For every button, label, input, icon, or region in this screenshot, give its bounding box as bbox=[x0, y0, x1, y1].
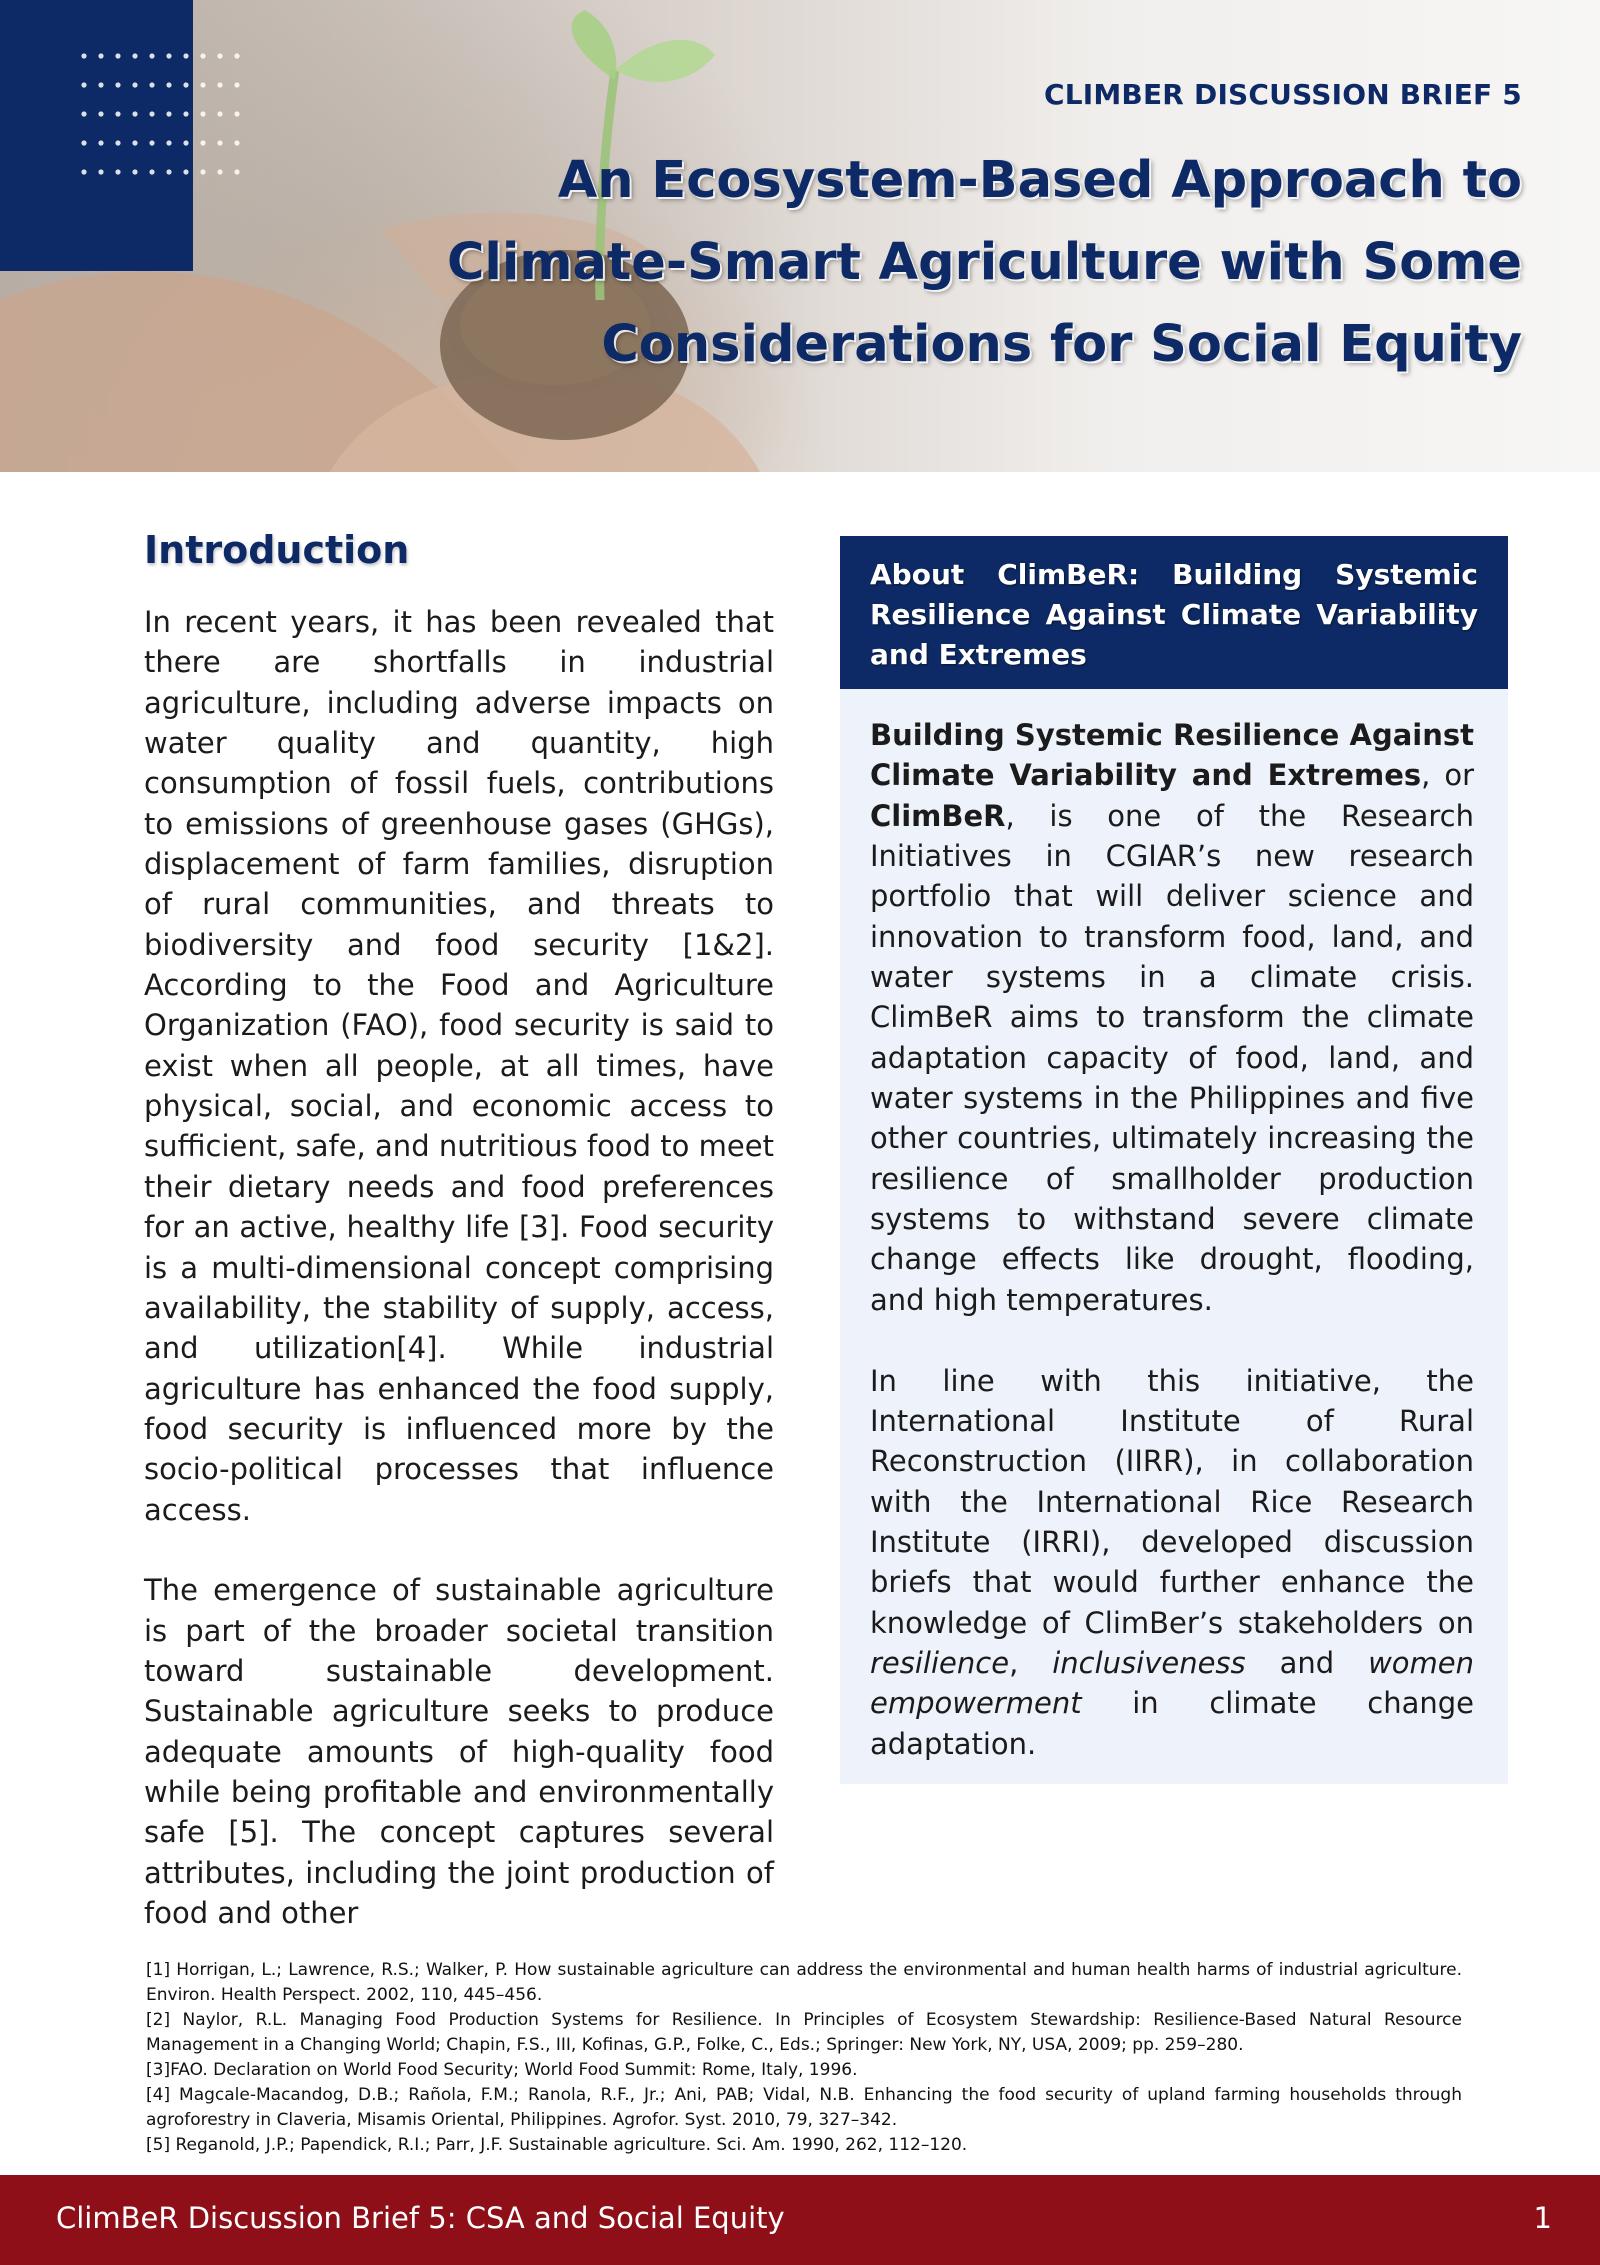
decorative-dot bbox=[200, 82, 205, 87]
decorative-dot bbox=[200, 169, 205, 174]
decorative-dot bbox=[115, 169, 120, 174]
decorative-dot bbox=[234, 140, 239, 145]
decorative-dot bbox=[183, 82, 188, 87]
about-climber-body bbox=[840, 689, 1508, 1764]
italic-term: resilience bbox=[870, 1645, 1010, 1680]
decorative-dot bbox=[115, 140, 120, 145]
about-paragraph-1 bbox=[870, 715, 1474, 1320]
decorative-dot bbox=[98, 82, 103, 87]
decorative-dot bbox=[98, 53, 103, 58]
footer-title: ClimBeR Discussion Brief 5: CSA and Social Equity bbox=[56, 2201, 785, 2235]
text-fragment: In line with this initiative, the International Institute of Rural Reconstruction (IIRR), in collaboration with the International Rice Research Institute (IRRI), developed discussion briefs that would further enhance the knowledge of ClimBer’s stakeholders on bbox=[870, 1363, 1474, 1640]
footnote: [2] Naylor, R.L. Managing Food Production Systems for Resilience. In Principles of Ecosystem Stewardship: Resilience-Based Natural Resource Management in a Changing World; Chapin, F.S., III, Kofinas, G.P., Folke, C., Eds.; Springer: New York, NY, USA, 2009; pp. 259–280. bbox=[146, 2010, 1462, 2055]
decorative-dot bbox=[166, 82, 171, 87]
decorative-dot bbox=[132, 82, 137, 87]
introduction-heading: Introduction bbox=[144, 528, 410, 572]
decorative-dot bbox=[217, 169, 222, 174]
decorative-dot bbox=[166, 169, 171, 174]
italic-term: women empowerment bbox=[870, 1645, 1475, 1721]
decorative-dot bbox=[98, 140, 103, 145]
decorative-dot bbox=[183, 169, 188, 174]
page-title: An Ecosystem-Based Approach to Climate-Smart Agriculture with Some Considerations for Social Equity bbox=[446, 151, 1522, 374]
decorative-dot bbox=[166, 111, 171, 116]
decorative-dot bbox=[234, 111, 239, 116]
decorative-dot bbox=[149, 111, 154, 116]
introduction-paragraph-1: In recent years, it has been revealed that there are shortfalls in industrial agriculture, including adverse impacts on water quality and quantity, high consumption of fossil fuels, contributions to emissions of greenhouse gases (GHGs), displacement of farm families, disruption of rural communities, and threats to biodiversity and food security [1&2]. According to the Food and Agriculture Organization (FAO), food security is said to exist when all people, at all times, have physical, social, and economic access to sufficient, safe, and nutritious food to meet their dietary needs and food preferences for an active, healthy life [3]. Food security is a multi-dimensional concept comprising availability, the stability of supply, access, and utilization[4]. While industrial agriculture has enhanced the food supply, food security is influenced more by the socio-political processes that influence access. bbox=[144, 605, 774, 1527]
footer-bar bbox=[0, 2175, 1600, 2265]
decorative-dot bbox=[183, 53, 188, 58]
bold-acronym: ClimBeR bbox=[870, 798, 1006, 833]
decorative-dot bbox=[200, 140, 205, 145]
decorative-dot bbox=[234, 53, 239, 58]
decorative-dot bbox=[234, 169, 239, 174]
decorative-dot bbox=[115, 82, 120, 87]
decorative-dot bbox=[149, 82, 154, 87]
footnote: [1] Horrigan, L.; Lawrence, R.S.; Walker, P. How sustainable agriculture can address the environmental and human health harms of industrial agriculture. Environ. Health Perspect. 2002, 110, 445–456. bbox=[146, 1960, 1462, 2005]
decorative-dot bbox=[217, 82, 222, 87]
text-fragment: , is one of the Research Initiatives in CGIAR’s new research portfolio that will deliver science and innovation to transform food, land, and water systems in a climate crisis. ClimBeR aims to transform the climate adaptation capacity of food, land, and water systems in the Philippines and five other countries, ultimately increasing the resilience of smallholder production systems to withstand severe climate change effects like drought, flooding, and high temperatures. bbox=[870, 798, 1474, 1317]
page-number: 1 bbox=[1533, 2201, 1552, 2235]
decorative-dot bbox=[166, 140, 171, 145]
introduction-paragraph-2: The emergence of sustainable agriculture is part of the broader societal transition toward sustainable development. Sustainable agriculture seeks to produce adequate amounts of high-quality food while being profitable and environmentally safe [5]. The concept captures several attributes, including the joint production of food and other bbox=[144, 1573, 774, 1930]
decorative-dot bbox=[132, 111, 137, 116]
about-climber-heading: About ClimBeR: Building Systemic Resilience Against Climate Variability and Extremes bbox=[840, 536, 1508, 689]
about-climber-sidebar bbox=[840, 536, 1508, 1784]
decorative-dot bbox=[149, 169, 154, 174]
footnote: [4] Magcale-Macandog, D.B.; Rañola, F.M.; Ranola, R.F., Jr.; Ani, PAB; Vidal, N.B. Enhancing the food security of upland farming households through agroforestry in Claveria, Misamis Oriental, Philippines. Agrofor. Syst. 2010, 79, 327–342. bbox=[146, 2085, 1462, 2130]
decorative-dot bbox=[183, 111, 188, 116]
decorative-dot bbox=[81, 82, 86, 87]
decorative-dot bbox=[98, 111, 103, 116]
decorative-dot-grid bbox=[80, 52, 320, 182]
brief-label: CLIMBER DISCUSSION BRIEF 5 bbox=[1043, 78, 1522, 111]
decorative-dot bbox=[81, 111, 86, 116]
decorative-dot bbox=[132, 140, 137, 145]
decorative-dot bbox=[81, 169, 86, 174]
decorative-dot bbox=[81, 140, 86, 145]
italic-term: inclusiveness bbox=[1052, 1645, 1246, 1680]
footnote: [5] Reganold, J.P.; Papendick, R.I.; Parr, J.F. Sustainable agriculture. Sci. Am. 1990, 262, 112–120. bbox=[146, 2135, 968, 2155]
introduction-body bbox=[144, 602, 774, 1974]
decorative-dot bbox=[149, 140, 154, 145]
decorative-dot bbox=[132, 169, 137, 174]
decorative-dot bbox=[166, 53, 171, 58]
text-fragment: , bbox=[1009, 1645, 1053, 1680]
header-hero-image bbox=[0, 0, 1600, 472]
decorative-dot bbox=[132, 53, 137, 58]
text-fragment: and bbox=[1245, 1645, 1369, 1680]
decorative-dot bbox=[115, 53, 120, 58]
decorative-dot bbox=[217, 111, 222, 116]
decorative-dot bbox=[217, 140, 222, 145]
decorative-dot bbox=[217, 53, 222, 58]
decorative-dot bbox=[200, 111, 205, 116]
decorative-dot bbox=[183, 140, 188, 145]
decorative-dot bbox=[81, 53, 86, 58]
footnotes bbox=[146, 1958, 1462, 2158]
decorative-dot bbox=[200, 53, 205, 58]
text-fragment: , or bbox=[1421, 758, 1474, 793]
text-fragment: in climate change adaptation. bbox=[870, 1686, 1474, 1761]
decorative-dot bbox=[234, 82, 239, 87]
decorative-dot bbox=[98, 169, 103, 174]
about-paragraph-2 bbox=[870, 1361, 1474, 1764]
bold-initiative-name: Building Systemic Resilience Against Climate Variability and Extremes bbox=[870, 718, 1474, 793]
decorative-dot bbox=[149, 53, 154, 58]
footnote: [3]FAO. Declaration on World Food Security; World Food Summit: Rome, Italy, 1996. bbox=[146, 2060, 858, 2080]
decorative-dot bbox=[115, 111, 120, 116]
